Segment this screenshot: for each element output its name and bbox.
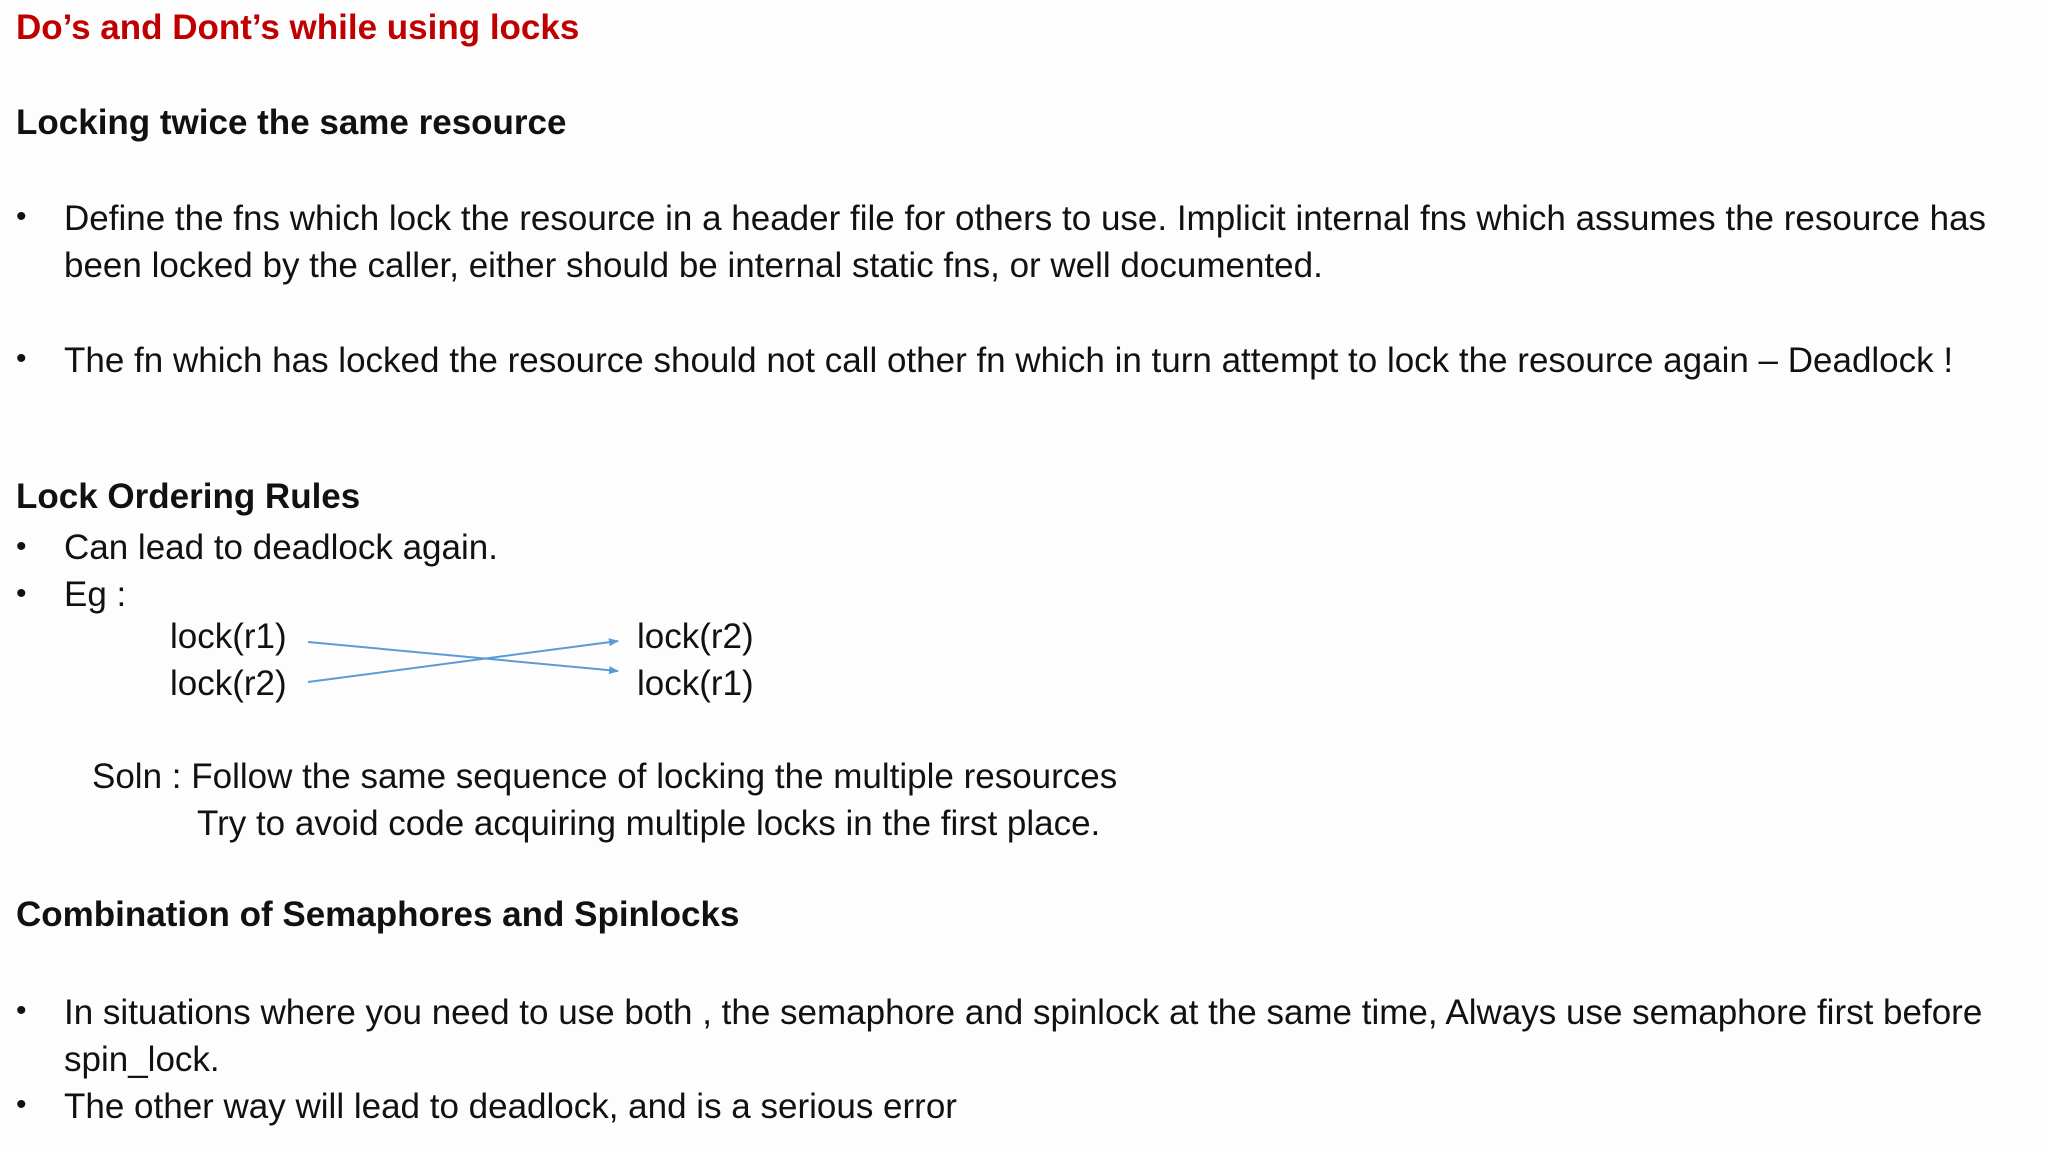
left-lock-r1: lock(r1) [170, 617, 287, 656]
solution-line-2: Try to avoid code acquiring multiple locks in the first place. [197, 804, 1101, 843]
bullet-icon: • [16, 577, 27, 610]
bullet-line: In situations where you need to use both , the semaphore and spinlock at the same time, Always use semaphore first before [64, 993, 1983, 1032]
bullet-line: Eg : [64, 575, 127, 614]
solution-line-1: Soln : Follow the same sequence of locking the multiple resources [92, 757, 1118, 796]
bullet-line: The other way will lead to deadlock, and is a serious error [64, 1087, 957, 1126]
section-heading-lock-ordering: Lock Ordering Rules [16, 477, 361, 516]
bullet-icon: • [16, 342, 27, 375]
bullet-line: Define the fns which lock the resource in a header file for others to use. Implicit internal fns which assumes the resource has [64, 199, 1987, 238]
bullet-item [64, 1083, 957, 1130]
bullet-line: spin_lock. [64, 1040, 220, 1079]
right-lock-r1: lock(r1) [637, 664, 754, 703]
right-lock-r2: lock(r2) [637, 617, 754, 656]
bullet-icon: • [16, 200, 27, 233]
bullet-line: Can lead to deadlock again. [64, 528, 498, 567]
left-lock-r2: lock(r2) [170, 664, 287, 703]
section-heading-locking-twice: Locking twice the same resource [16, 103, 567, 142]
slide-title: Do’s and Dont’s while using locks [16, 8, 580, 47]
bullet-line: The fn which has locked the resource should not call other fn which in turn attempt to lock the resource again – Deadlock ! [64, 341, 1954, 380]
bullet-line: been locked by the caller, either should be internal static fns, or well documented. [64, 246, 1323, 285]
bullet-icon: • [16, 994, 27, 1027]
bullet-icon: • [16, 530, 27, 563]
bullet-icon: • [16, 1088, 27, 1121]
section-heading-semaphores-spinlocks: Combination of Semaphores and Spinlocks [16, 895, 740, 934]
bullet-item [64, 989, 1982, 1083]
